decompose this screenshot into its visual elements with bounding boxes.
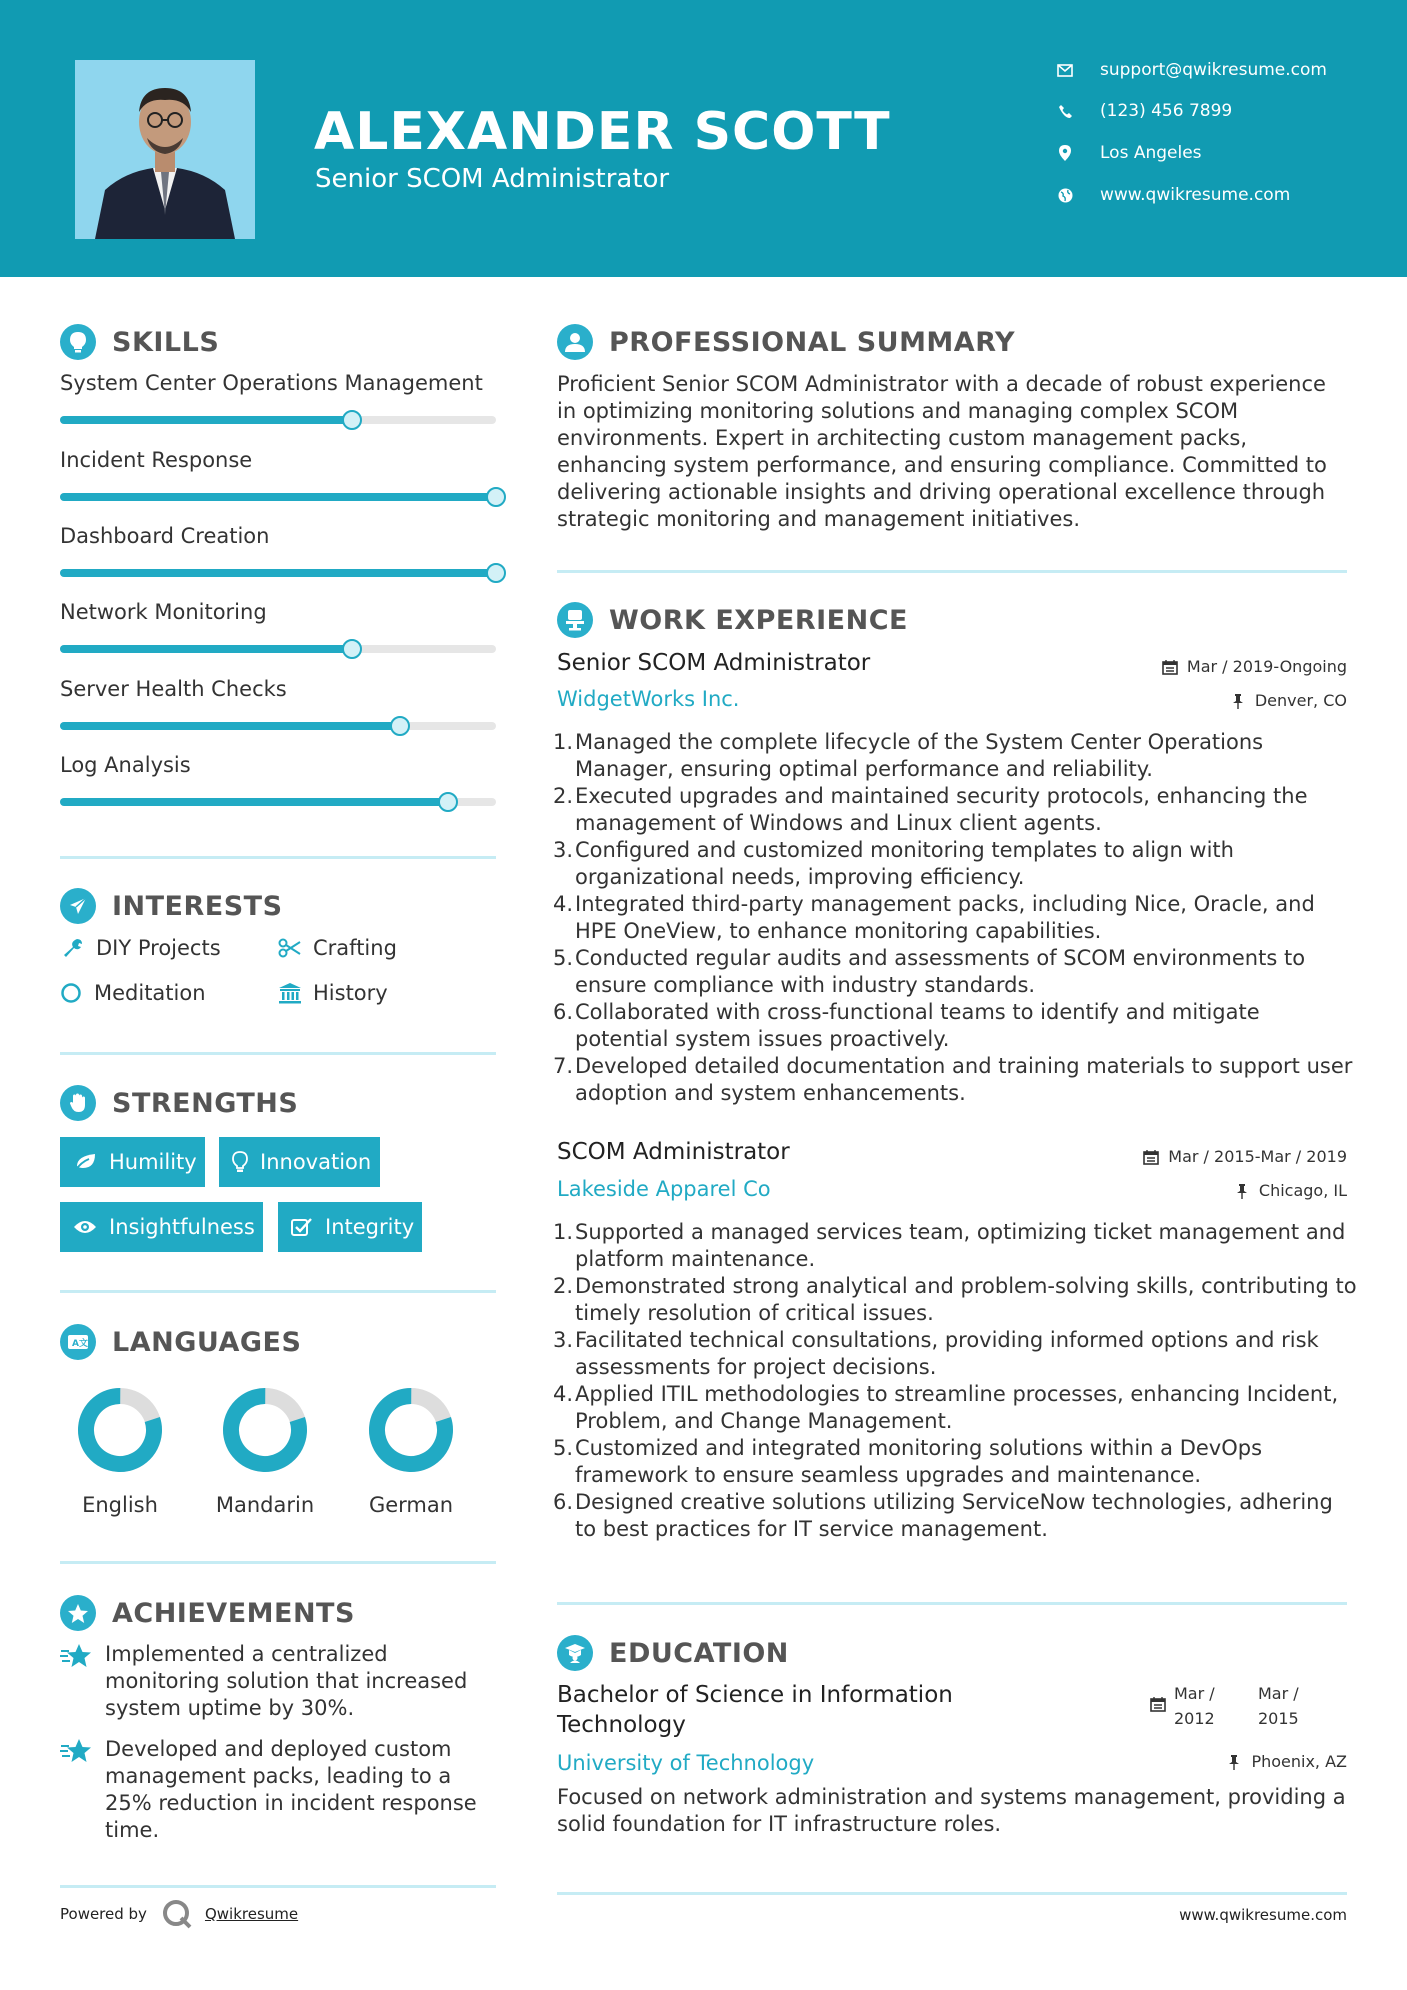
museum-icon bbox=[277, 980, 303, 1006]
globe-icon bbox=[1055, 185, 1075, 205]
section-divider bbox=[60, 1561, 496, 1564]
header-banner bbox=[0, 0, 1407, 277]
skill-bar bbox=[60, 722, 496, 730]
achievement-item: Developed and deployed custom management packs, leading to a 25% reduction in incident response time. bbox=[60, 1736, 500, 1844]
list-item: 5. Conducted regular audits and assessments of SCOM environments to ensure compliance with industry standards. bbox=[553, 946, 1306, 997]
pin-icon bbox=[1230, 693, 1246, 709]
strength-tag: Integrity bbox=[278, 1202, 422, 1252]
section-divider bbox=[557, 1602, 1347, 1605]
calendar-icon bbox=[1162, 659, 1178, 675]
interest-item: Meditation bbox=[58, 980, 206, 1006]
skill-bar bbox=[60, 569, 496, 577]
skill-knob bbox=[438, 792, 458, 812]
job-title: Senior SCOM Administrator bbox=[557, 650, 871, 676]
briefcase-icon bbox=[557, 602, 593, 638]
svg-text:A: A bbox=[72, 1339, 79, 1349]
lightbulb-icon bbox=[232, 1149, 248, 1175]
section-divider bbox=[557, 1892, 1347, 1895]
star-list-icon bbox=[60, 1641, 92, 1671]
summary-text: Proficient Senior SCOM Administrator with a decade of robust experience in optimizing monitoring solutions and managing complex SCOM environments. Expert in architecting custom management packs, enhancing system performance, and ensuring compliance. Committed to delivering actionable insights and driving operational excellence through strategic monitoring and management initiatives. bbox=[557, 372, 1327, 531]
job-bullets bbox=[553, 1219, 1357, 1543]
job-date: Mar / 2015-Mar / 2019 bbox=[1143, 1147, 1347, 1166]
contact-website[interactable] bbox=[1055, 180, 1290, 210]
check-square-icon bbox=[291, 1214, 313, 1240]
achievement-item: Implemented a centralized monitoring solution that increased system uptime by 30%. bbox=[60, 1641, 500, 1722]
skill-knob bbox=[342, 639, 362, 659]
languages-heading: A 文 LANGUAGES bbox=[60, 1322, 301, 1362]
envelope-icon bbox=[1055, 60, 1075, 80]
degree-title: Bachelor of Science in Information Technology bbox=[557, 1682, 953, 1738]
user-icon bbox=[557, 324, 593, 360]
graduation-icon bbox=[557, 1635, 593, 1671]
interests-heading: INTERESTS bbox=[60, 886, 283, 926]
section-divider bbox=[557, 570, 1347, 573]
list-item: 1. Managed the complete lifecycle of the System Center Operations Manager, ensuring optimal performance and reliability. bbox=[553, 730, 1264, 781]
list-item: 7. Developed detailed documentation and training materials to support user adoption and system enhancements. bbox=[553, 1054, 1353, 1105]
contact-location bbox=[1055, 138, 1202, 168]
school-name: University of Technology bbox=[557, 1751, 815, 1775]
eye-icon bbox=[73, 1214, 97, 1240]
education-description: Focused on network administration and systems management, providing a solid foundation for IT infrastructure roles. bbox=[557, 1785, 1346, 1836]
summary-heading: PROFESSIONAL SUMMARY bbox=[557, 322, 1015, 362]
section-divider bbox=[60, 856, 496, 859]
section-divider bbox=[60, 1885, 496, 1888]
interest-item: Crafting bbox=[277, 935, 397, 961]
paper-plane-icon bbox=[60, 888, 96, 924]
hand-icon bbox=[60, 1085, 96, 1121]
language-gauge bbox=[366, 1385, 456, 1475]
contact-email-text: support@qwikresume.com bbox=[1100, 60, 1327, 80]
list-item: 2. Executed upgrades and maintained security protocols, enhancing the management of Windows and Linux client agents. bbox=[553, 784, 1308, 835]
skill-knob bbox=[390, 716, 410, 736]
strength-tag: Humility bbox=[60, 1137, 205, 1187]
pin-icon bbox=[1234, 1183, 1250, 1199]
skill-knob bbox=[486, 563, 506, 583]
skill-name: Log Analysis bbox=[60, 753, 191, 777]
company-name: WidgetWorks Inc. bbox=[557, 687, 740, 711]
circle-icon bbox=[58, 980, 84, 1006]
skill-name: Server Health Checks bbox=[60, 677, 287, 701]
star-icon bbox=[60, 1595, 96, 1631]
leaf-icon bbox=[73, 1149, 97, 1175]
job-date: Mar / 2019-Ongoing bbox=[1162, 657, 1347, 676]
education-heading: EDUCATION bbox=[557, 1633, 789, 1673]
svg-text:文: 文 bbox=[79, 1339, 89, 1349]
skill-bar bbox=[60, 798, 496, 806]
skill-knob bbox=[342, 410, 362, 430]
achievements-heading: ACHIEVEMENTS bbox=[60, 1593, 355, 1633]
job-title: SCOM Administrator bbox=[557, 1139, 790, 1165]
experience-heading: WORK EXPERIENCE bbox=[557, 600, 908, 640]
contact-location-text: Los Angeles bbox=[1100, 143, 1202, 163]
star-list-icon bbox=[60, 1736, 92, 1766]
calendar-icon bbox=[1143, 1149, 1159, 1165]
education-start-date: Mar / 2012 bbox=[1174, 1684, 1215, 1728]
contact-website-text: www.qwikresume.com bbox=[1100, 185, 1291, 205]
skill-name: Dashboard Creation bbox=[60, 524, 270, 548]
strength-tag: Innovation bbox=[219, 1137, 380, 1187]
interest-item: DIY Projects bbox=[60, 935, 221, 961]
list-item: 5. Customized and integrated monitoring solutions within a DevOps framework to ensure seamless upgrades and maintenance. bbox=[553, 1436, 1263, 1487]
language-icon bbox=[60, 1324, 96, 1360]
footer-powered-by: Powered by Qwikresume bbox=[60, 1898, 298, 1930]
qwikresume-logo-icon bbox=[161, 1898, 193, 1930]
strength-tag: Insightfulness bbox=[60, 1202, 263, 1252]
footer-website[interactable]: www.qwikresume.com bbox=[1179, 1906, 1347, 1924]
list-item: 3. Facilitated technical consultations, providing informed options and risk assessments for project decisions. bbox=[553, 1328, 1319, 1379]
scissors-icon bbox=[277, 935, 303, 961]
contact-email[interactable] bbox=[1055, 55, 1327, 85]
list-item: 2. Demonstrated strong analytical and problem-solving skills, contributing to timely resolution of critical issues. bbox=[553, 1274, 1357, 1325]
job-location: Denver, CO bbox=[1230, 691, 1347, 710]
list-item: 6. Collaborated with cross-functional teams to identify and mitigate potential system issues proactively. bbox=[553, 1000, 1260, 1051]
skill-bar bbox=[60, 493, 496, 501]
skill-knob bbox=[486, 487, 506, 507]
pin-icon bbox=[1226, 1754, 1242, 1770]
skill-bar bbox=[60, 416, 496, 424]
language-item: Mandarin bbox=[205, 1385, 325, 1517]
interest-item: History bbox=[277, 980, 388, 1006]
skill-name: System Center Operations Management bbox=[60, 371, 483, 395]
skill-bar bbox=[60, 645, 496, 653]
contact-phone[interactable] bbox=[1055, 96, 1232, 126]
strengths-heading: STRENGTHS bbox=[60, 1083, 298, 1123]
profile-photo bbox=[75, 60, 255, 239]
language-item: German bbox=[351, 1385, 471, 1517]
candidate-title: Senior SCOM Administrator bbox=[315, 164, 670, 194]
qwikresume-link[interactable]: Qwikresume bbox=[204, 1905, 299, 1923]
map-marker-icon bbox=[1055, 143, 1075, 163]
candidate-name: ALEXANDER SCOTT bbox=[314, 102, 891, 162]
list-item: 4. Applied ITIL methodologies to streamline processes, enhancing Incident, Problem, and Change Management. bbox=[553, 1382, 1339, 1433]
language-item: English bbox=[60, 1385, 180, 1517]
lightbulb-icon bbox=[60, 324, 96, 360]
calendar-icon bbox=[1150, 1684, 1170, 1719]
list-item: 3. Configured and customized monitoring templates to align with organizational needs, improving efficiency. bbox=[553, 838, 1234, 889]
list-item: 4. Integrated third-party management packs, including Nice, Oracle, and HPE OneView, to enhance monitoring capabilities. bbox=[553, 892, 1315, 943]
list-item: 6. Designed creative solutions utilizing ServiceNow technologies, adhering to best practices for IT service management. bbox=[553, 1490, 1333, 1541]
section-divider bbox=[60, 1290, 496, 1293]
skills-heading: SKILLS bbox=[60, 322, 219, 362]
list-item: 1. Supported a managed services team, optimizing ticket management and platform maintenance. bbox=[553, 1220, 1346, 1271]
phone-icon bbox=[1055, 101, 1075, 121]
wrench-icon bbox=[60, 935, 86, 961]
education-location: Phoenix, AZ bbox=[1226, 1752, 1347, 1771]
language-gauge bbox=[220, 1385, 310, 1475]
skill-name: Network Monitoring bbox=[60, 600, 267, 624]
education-end-date: Mar / 2015 bbox=[1258, 1684, 1299, 1728]
skill-name: Incident Response bbox=[60, 448, 253, 472]
job-location: Chicago, IL bbox=[1234, 1181, 1347, 1200]
contact-phone-text: (123) 456 7899 bbox=[1100, 101, 1233, 121]
language-gauge bbox=[75, 1385, 165, 1475]
job-bullets bbox=[553, 729, 1357, 1107]
company-name: Lakeside Apparel Co bbox=[557, 1177, 771, 1201]
section-divider bbox=[60, 1052, 496, 1055]
